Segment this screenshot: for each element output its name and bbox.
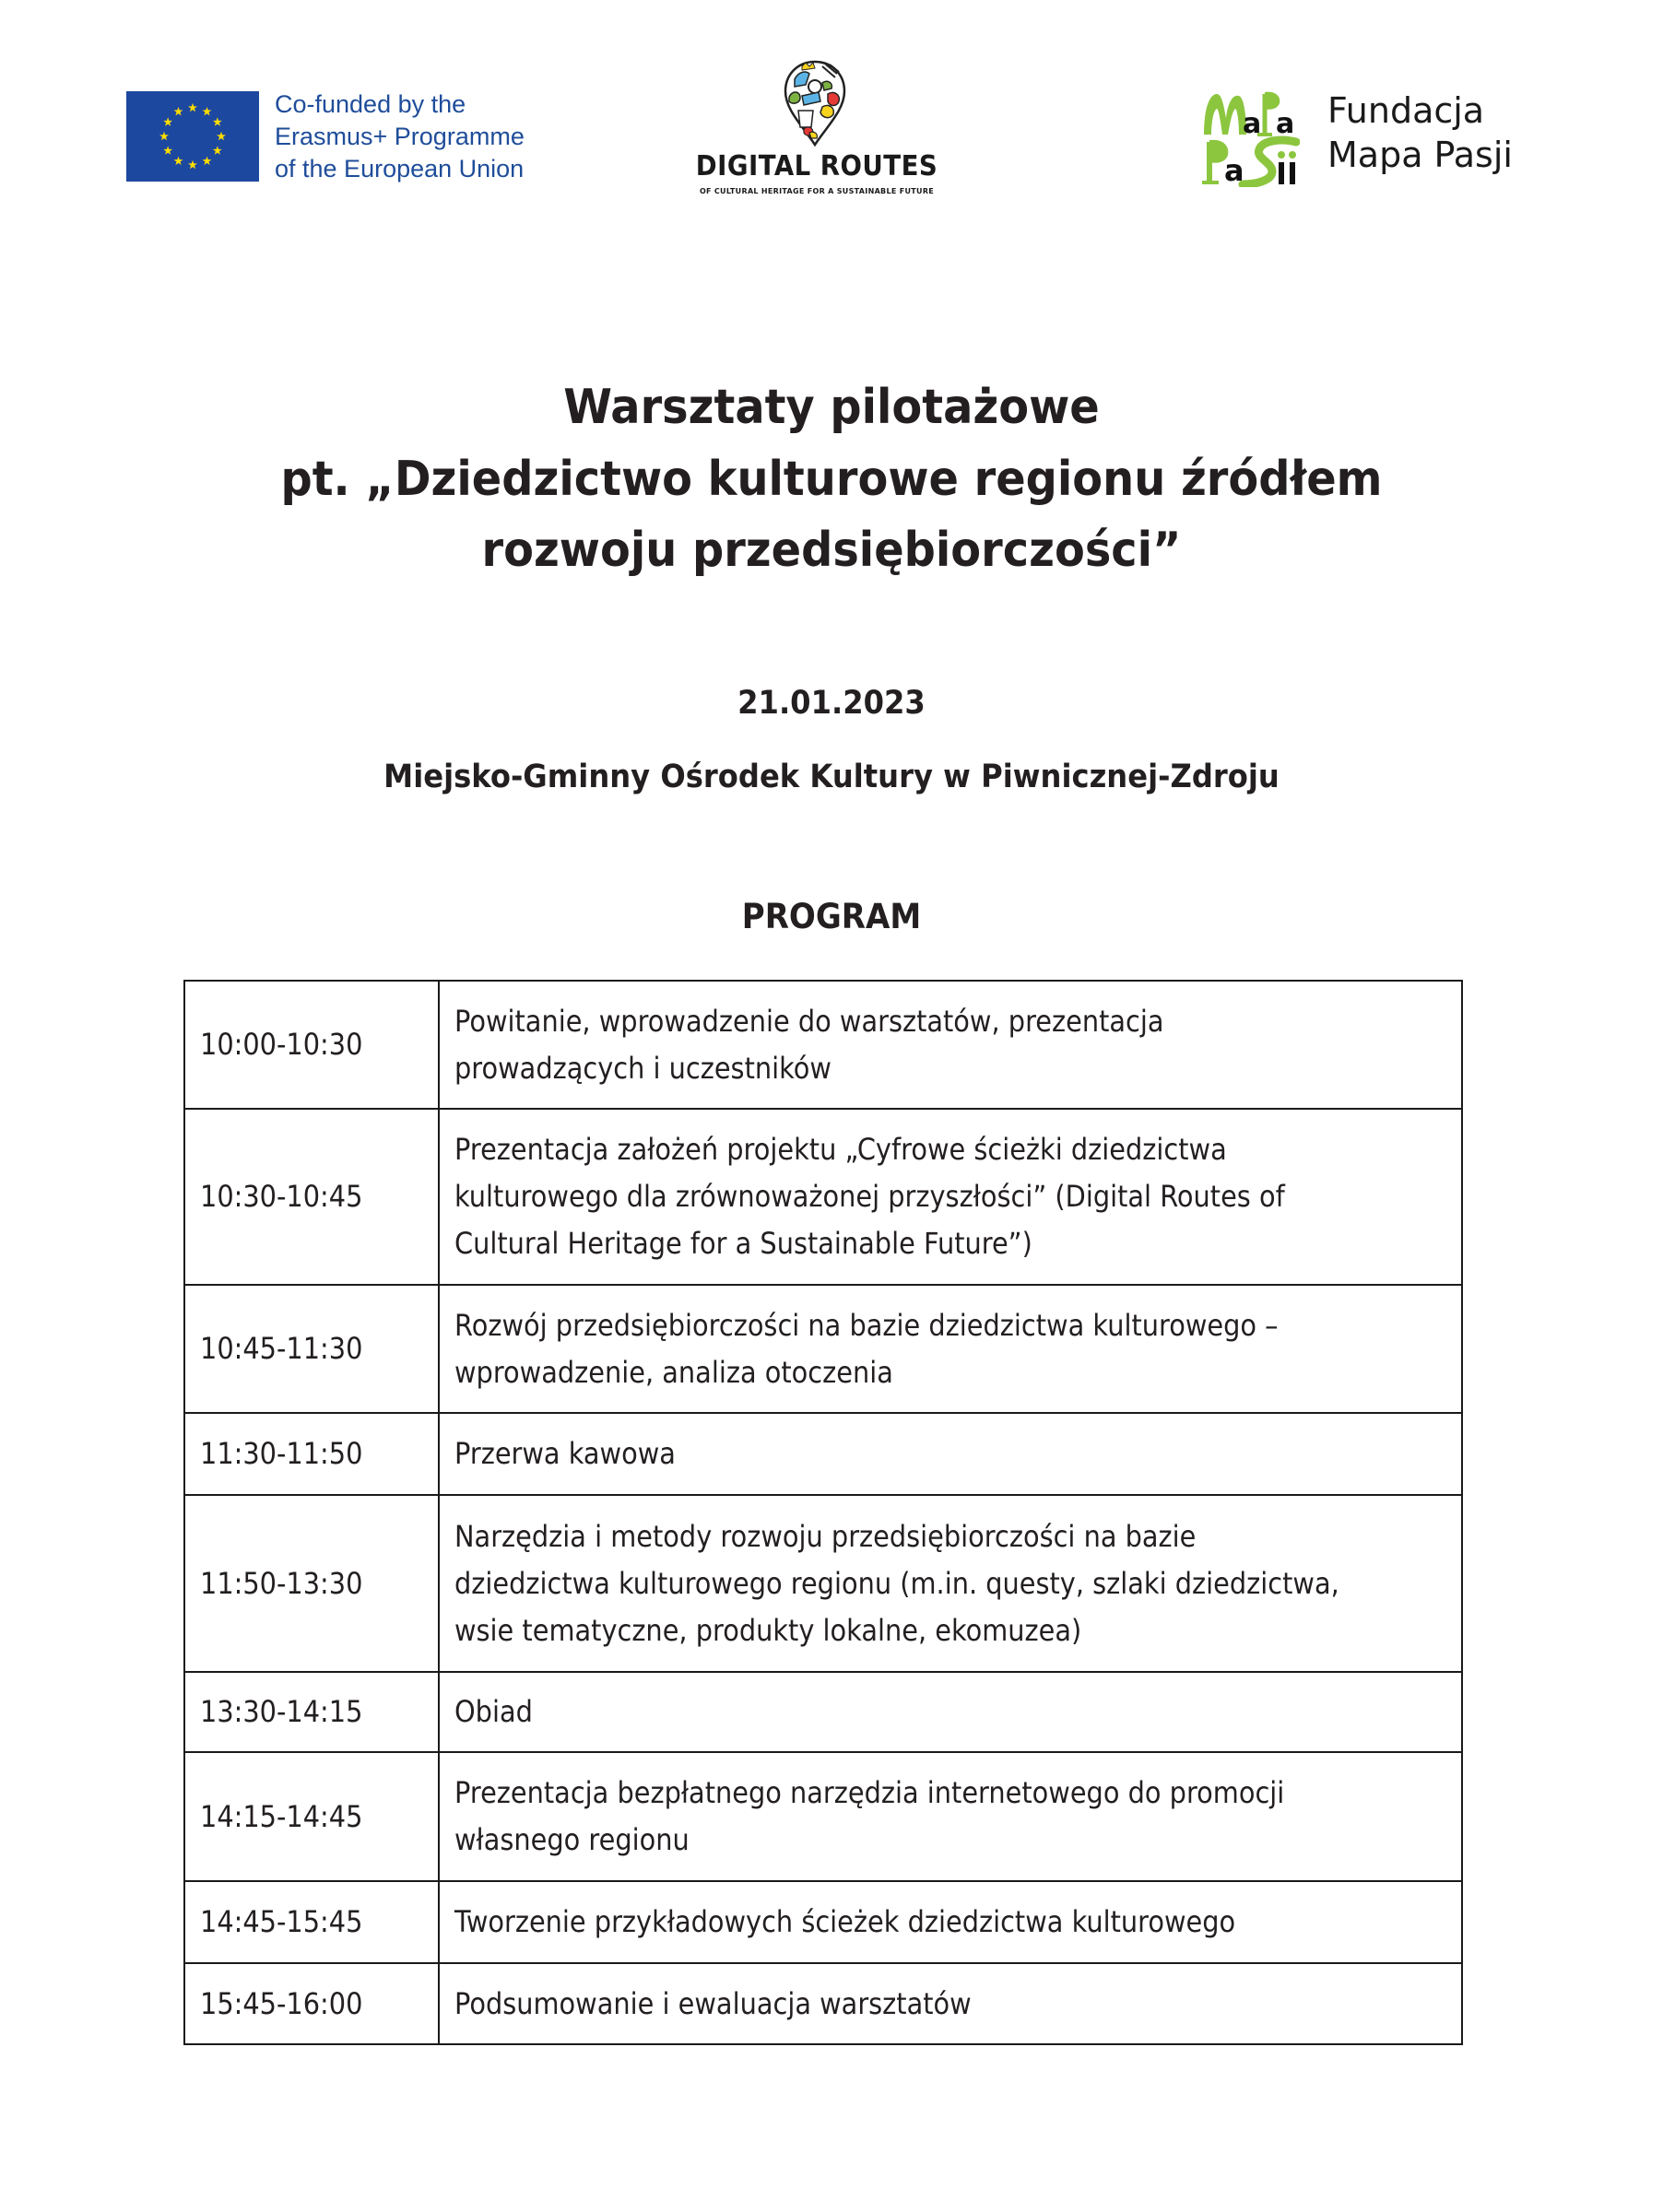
mapa-pasji-text-line: Mapa Pasji bbox=[1327, 135, 1513, 175]
eu-cofunded-text bbox=[275, 88, 570, 185]
schedule-row bbox=[184, 1752, 1462, 1881]
schedule-time: 10:45-11:30 bbox=[200, 1331, 363, 1366]
schedule-time-cell bbox=[184, 1413, 439, 1495]
schedule-activity-cell bbox=[439, 1285, 1462, 1413]
schedule-activity-line: prowadzących i uczestników bbox=[454, 1050, 832, 1086]
schedule-activity-cell bbox=[439, 1495, 1462, 1672]
schedule-time-cell bbox=[184, 981, 439, 1109]
eu-star-icon bbox=[188, 103, 197, 112]
schedule-time: 14:15-14:45 bbox=[200, 1798, 363, 1834]
schedule-activity-line: dziedzictwa kulturowego regionu (m.in. questy, szlaki dziedzictwa, bbox=[454, 1565, 1339, 1601]
schedule-time: 11:50-13:30 bbox=[200, 1565, 363, 1601]
mapa-letter: a bbox=[1243, 108, 1262, 140]
event-venue: Miejsko-Gminny Ośrodek Kultury w Piwnicznej-Zdroju bbox=[383, 759, 1280, 795]
schedule-row bbox=[184, 1881, 1462, 1963]
eu-star-icon bbox=[163, 117, 172, 125]
eu-text-line: Erasmus+ Programme bbox=[275, 123, 525, 150]
schedule-time: 10:30-10:45 bbox=[200, 1179, 363, 1214]
digital-routes-subtitle: OF CULTURAL HERITAGE FOR A SUSTAINABLE FUTURE bbox=[699, 187, 935, 195]
schedule-activity-cell bbox=[439, 981, 1462, 1109]
schedule-activity-cell bbox=[439, 1109, 1462, 1285]
schedule-time-cell bbox=[184, 1672, 439, 1752]
eu-flag-logo bbox=[126, 91, 259, 182]
document-title-line-3: rozwoju przedsiębiorczości” bbox=[481, 523, 1182, 578]
event-date: 21.01.2023 bbox=[737, 685, 926, 722]
eu-star-icon bbox=[188, 160, 197, 169]
schedule-activity-line: Prezentacja założeń projektu „Cyfrowe ścieżki dziedzictwa bbox=[454, 1132, 1227, 1167]
program-schedule-table bbox=[183, 980, 1463, 2045]
schedule-row bbox=[184, 1413, 1462, 1495]
schedule-time: 13:30-14:15 bbox=[200, 1694, 363, 1729]
schedule-activity-line: kulturowego dla zrównoważonej przyszłości” (Digital Routes of bbox=[454, 1179, 1285, 1214]
schedule-time-cell bbox=[184, 1285, 439, 1413]
schedule-activity-line: Prezentacja bezpłatnego narzędzia internetowego do promocji bbox=[454, 1775, 1285, 1810]
schedule-row bbox=[184, 1109, 1462, 1285]
mapa-pasji-foundation-name bbox=[1327, 88, 1604, 177]
schedule-activity-line: Powitanie, wprowadzenie do warsztatów, prezentacja bbox=[454, 1003, 1164, 1039]
schedule-activity-line: własnego regionu bbox=[454, 1822, 690, 1857]
svg-text:a: a bbox=[1276, 108, 1295, 140]
mapa-pasji-text-line: Fundacja bbox=[1327, 90, 1485, 131]
schedule-row bbox=[184, 1672, 1462, 1752]
eu-star-icon bbox=[159, 132, 169, 140]
eu-star-icon bbox=[213, 117, 222, 125]
mapa-pasji-logo-icon bbox=[1198, 81, 1300, 187]
svg-text:a: a bbox=[1224, 153, 1244, 187]
eu-star-icon bbox=[203, 107, 212, 115]
digital-routes-title: DIGITAL ROUTES bbox=[695, 150, 938, 182]
digital-routes-pin-icon bbox=[782, 59, 848, 147]
eu-star-icon bbox=[203, 157, 212, 165]
eu-text-line: Co-funded by the bbox=[275, 90, 466, 118]
schedule-row bbox=[184, 1285, 1462, 1413]
schedule-activity-line: Narzędzia i metody rozwoju przedsiębiorczości na bazie bbox=[454, 1518, 1197, 1554]
program-heading: PROGRAM bbox=[741, 897, 922, 936]
document-title-line-1: Warsztaty pilotażowe bbox=[563, 380, 1100, 435]
document-title-line-2: pt. „Dziedzictwo kulturowe regionu źródłem bbox=[280, 452, 1383, 507]
schedule-activity-cell bbox=[439, 1752, 1462, 1881]
schedule-activity-cell bbox=[439, 1963, 1462, 2044]
schedule-row bbox=[184, 1963, 1462, 2044]
eu-star-icon bbox=[163, 146, 172, 154]
eu-star-icon bbox=[174, 157, 183, 165]
eu-stars-icon bbox=[126, 91, 259, 182]
schedule-row bbox=[184, 1495, 1462, 1672]
schedule-time-cell bbox=[184, 1881, 439, 1963]
schedule-row bbox=[184, 981, 1462, 1109]
eu-text-line: of the European Union bbox=[275, 155, 525, 182]
schedule-activity-cell bbox=[439, 1881, 1462, 1963]
schedule-activity-line: Obiad bbox=[454, 1694, 533, 1729]
schedule-time-cell bbox=[184, 1495, 439, 1672]
schedule-activity-line: Rozwój przedsiębiorczości na bazie dziedzictwa kulturowego – bbox=[454, 1307, 1279, 1343]
schedule-time: 10:00-10:30 bbox=[200, 1027, 363, 1062]
schedule-activity-line: Tworzenie przykładowych ścieżek dziedzictwa kulturowego bbox=[454, 1904, 1236, 1939]
schedule-time-cell bbox=[184, 1752, 439, 1881]
eu-star-icon bbox=[213, 146, 222, 154]
eu-star-icon bbox=[217, 132, 226, 140]
schedule-activity-cell bbox=[439, 1672, 1462, 1752]
schedule-activity-cell bbox=[439, 1413, 1462, 1495]
schedule-activity-line: wsie tematyczne, produkty lokalne, ekomuzea) bbox=[454, 1612, 1082, 1648]
eu-star-icon bbox=[174, 107, 183, 115]
schedule-activity-line: Przerwa kawowa bbox=[454, 1436, 676, 1471]
schedule-activity-line: Podsumowanie i ewaluacja warsztatów bbox=[454, 1985, 972, 2021]
schedule-activity-line: Cultural Heritage for a Sustainable Future”) bbox=[454, 1226, 1032, 1261]
schedule-time-cell bbox=[184, 1963, 439, 2044]
schedule-time: 15:45-16:00 bbox=[200, 1985, 363, 2021]
schedule-time-cell bbox=[184, 1109, 439, 1285]
schedule-time: 11:30-11:50 bbox=[200, 1436, 363, 1471]
schedule-activity-line: wprowadzenie, analiza otoczenia bbox=[454, 1354, 893, 1390]
schedule-time: 14:45-15:45 bbox=[200, 1904, 363, 1939]
